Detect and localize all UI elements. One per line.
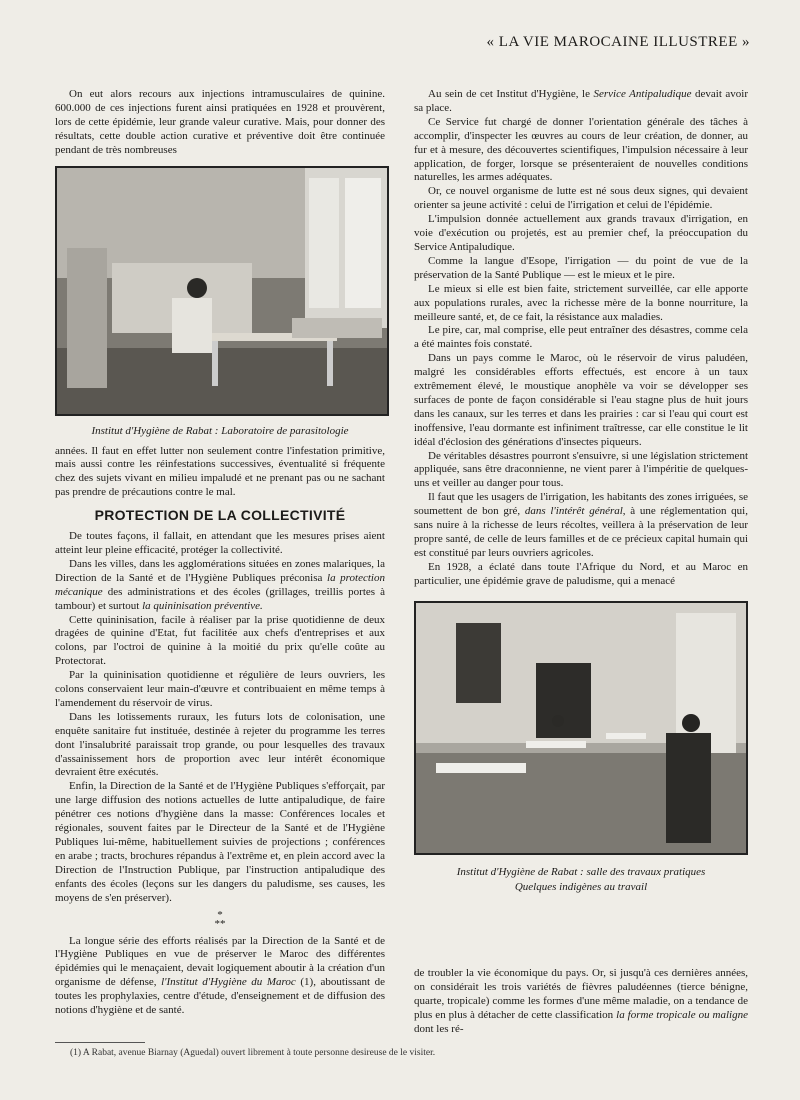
paragraph: Dans un pays comme le Maroc, où le réservoir de virus paludéen, malgré les considérables efforts effectués, est encore à un taux extrêmement élevé, le moustique anophèle va voir se développer ses surfaces de ponte de façon considérable si l'eau stagne plus de huit jours dans les canaux, sur les terres et dans les prairies : car si l'eau qui court est inoffensive, l'eau dormante est infiniment traîtresse, car elle constitue le lit idéal d'éclosion des générations d'insectes piqueurs.: [414, 352, 748, 448]
paragraph: Dans les villes, dans les agglomérations situées en zones malariques, la Direction de la Santé et de l'Hygiène Publiques préconisa la protection mécanique des administrations et des écoles (grillages, treillis portes à tambour) et surtout la quininisation préventive.: [55, 557, 385, 612]
paragraph: Cette quininisation, facile à réaliser par la prise quotidienne de deux dragées de quinine d'Etat, fut facilitée aux chefs d'entreprises et aux colons, par l'octroi de quinine à la moitié du prix qu'elle coûte au Protectorat.: [55, 613, 385, 668]
paragraph: L'impulsion donnée actuellement aux grands travaux d'irrigation, en voie d'exécution ou projetés, est au premier chef, la préoccupation du Service Antipaludique.: [414, 213, 748, 253]
paragraph: Or, ce nouvel organisme de lutte est né sous deux signes, qui devaient orienter sa jeune activité : celui de l'irrigation et celui de l'épidémie.: [414, 185, 748, 212]
paragraph: Comme la langue d'Esope, l'irrigation — du point de vue de la préservation de la Santé Publique — est le mieux et le pire.: [414, 254, 748, 281]
footnote-divider: [55, 1042, 145, 1043]
paragraph: La longue série des efforts réalisés par la Direction de la Santé et de l'Hygiène Publiques en vue de préserver le Maroc des différentes épidémies qui le menaçaient, devait logiquement aboutir à la création d'un organisme de défense, l'Institut d'Hygiène du Maroc (1), aboutissant de toutes les prophylaxies, centre d'étude, d'enseignement et de diffusion des notions d'hygiène et de santé.: [55, 934, 385, 1017]
section-heading: PROTECTION DE LA COLLECTIVITÉ: [94, 507, 346, 524]
left-column: [55, 88, 385, 1018]
paragraph: Dans les lotissements ruraux, les futurs lots de colonisation, une enquête sanitaire fut instituée, destinée à rejeter du programme les terres dont l'insalubrité paraissait trop grande, ou pour lesquelles des travaux d'assainissement hors de proportion avec leur intérêt économique devraient être exécutés.: [55, 710, 385, 779]
paragraph: Enfin, la Direction de la Santé et de l'Hygiène Publiques s'efforçait, par une large diffusion des notions actuelles de lutte antipaludique, de faire pénétrer ces notions d'hygiène dans la masse: Conférences locales et régionales, souvent faites par le Directeur de la Santé et de l'Hygiène Publiques lui-même, habituellement suivies de projections ; conférences en arabe ; tracts, brochures répandus à l'extrême et, en plein accord avec la Direction de l'Instruction Publique, par l'instruction antipaludique des enfants des écoles (leçons sur les dangers du paludisme, ses causes, les moyens de s'en préserver).: [55, 780, 385, 904]
photo-laboratory: [55, 166, 389, 416]
paragraph: Le mieux si elle est bien faite, strictement surveillée, car elle apporte aux populations rurales, avec la richesse mère de la bonne nourriture, la meilleure santé, et, de ce fait, la résistance aux maladies.: [414, 282, 748, 323]
footnote: (1) A Rabat, avenue Biarnay (Aguedal) ouvert librement à toute personne desireuse de le visiter.: [70, 1048, 436, 1058]
paragraph: Ce Service fut chargé de donner l'orientation générale des tâches à accomplir, d'inspecter les œuvres au cours de leur création, de donner, au fur et à mesure, des découvertes scientifiques, l'impulsion nécessaire à leur application, de forger, lorsque se présenteraient de nouvelles conditions naturelles, les armes adéquates.: [414, 115, 748, 184]
paragraph: Il faut que les usagers de l'irrigation, les habitants des zones irriguées, se soumettent de bon gré, dans l'intérêt général, à une réglementation qui, sans nuire à la richesse de leurs récoltes, veillera à la préservation de leur propre santé, de celle de leurs familles et de ce précieux capital humain qui est constitué par leurs ouvriers agricoles.: [414, 491, 748, 559]
paragraph: On eut alors recours aux injections intramusculaires de quinine. 600.000 de ces injections furent ainsi pratiquées en 1928 et prouvèrent, lors de cette épidémie, leur grande valeur curative. Mais, pour donner des résultats, cette double action curative et préventive doit être continuée pendant de très nombreuses: [55, 88, 385, 156]
paragraph: Le pire, car, mal comprise, elle peut entraîner des désastres, comme cela a été maintes fois constaté.: [414, 324, 748, 351]
photo-caption: Institut d'Hygiène de Rabat : Laboratoire de parasitologie: [91, 424, 349, 437]
paragraph: De véritables désastres pourront s'ensuivre, si une législation strictement appliquée, sans être draconnienne, ne vient parer à l'impéritie de quelques-uns et veiller au danger pour tous.: [414, 449, 748, 490]
paragraph: de troubler la vie économique du pays. Or, si jusqu'à ces dernières années, on considérait les trois variétés de fièvres paludéennes (tierce bénigne, quarte, tropicale) comme les formes d'une même maladie, on a tendance de plus en plus à détacher de cette classification la forme tropicale ou maligne dont les ré-: [414, 967, 748, 1035]
paragraph: De toutes façons, il fallait, en attendant que les mesures prises aient atteint leur pleine efficacité, protéger la collectivité.: [55, 530, 385, 556]
paragraph: Par la quininisation quotidienne et régulière de leurs ouvriers, les colons conservaient leur main-d'œuvre et contribuaient en même temps à l'amendement du réservoir de virus.: [55, 669, 385, 709]
photo-caption: Institut d'Hygiène de Rabat : salle des travaux pratiques Quelques indigènes au travail: [456, 865, 706, 893]
paragraph: Au sein de cet Institut d'Hygiène, le Service Antipaludique devait avoir sa place.: [414, 88, 748, 114]
paragraph: En 1928, a éclaté dans toute l'Afrique du Nord, et au Maroc en particulier, une épidémie grave de paludisme, qui a menacé: [414, 560, 748, 587]
photo-practical-room: [414, 601, 748, 855]
laboratory-illustration: [57, 168, 387, 414]
right-column-continuation: [414, 967, 748, 1037]
section-separator: * **: [214, 908, 226, 930]
page-header: « LA VIE MAROCAINE ILLUSTREE »: [486, 34, 750, 50]
right-column: [414, 88, 748, 901]
practical-room-illustration: [416, 603, 746, 853]
paragraph: années. Il faut en effet lutter non seulement contre l'infestation primitive, mais aussi contre les réinfestations successives, éventualité si fréquente chez des sujets vivant en milieu impaludé et ne prenant pas ou ne sachant pas prendre de précautions contre le mal.: [55, 444, 385, 499]
